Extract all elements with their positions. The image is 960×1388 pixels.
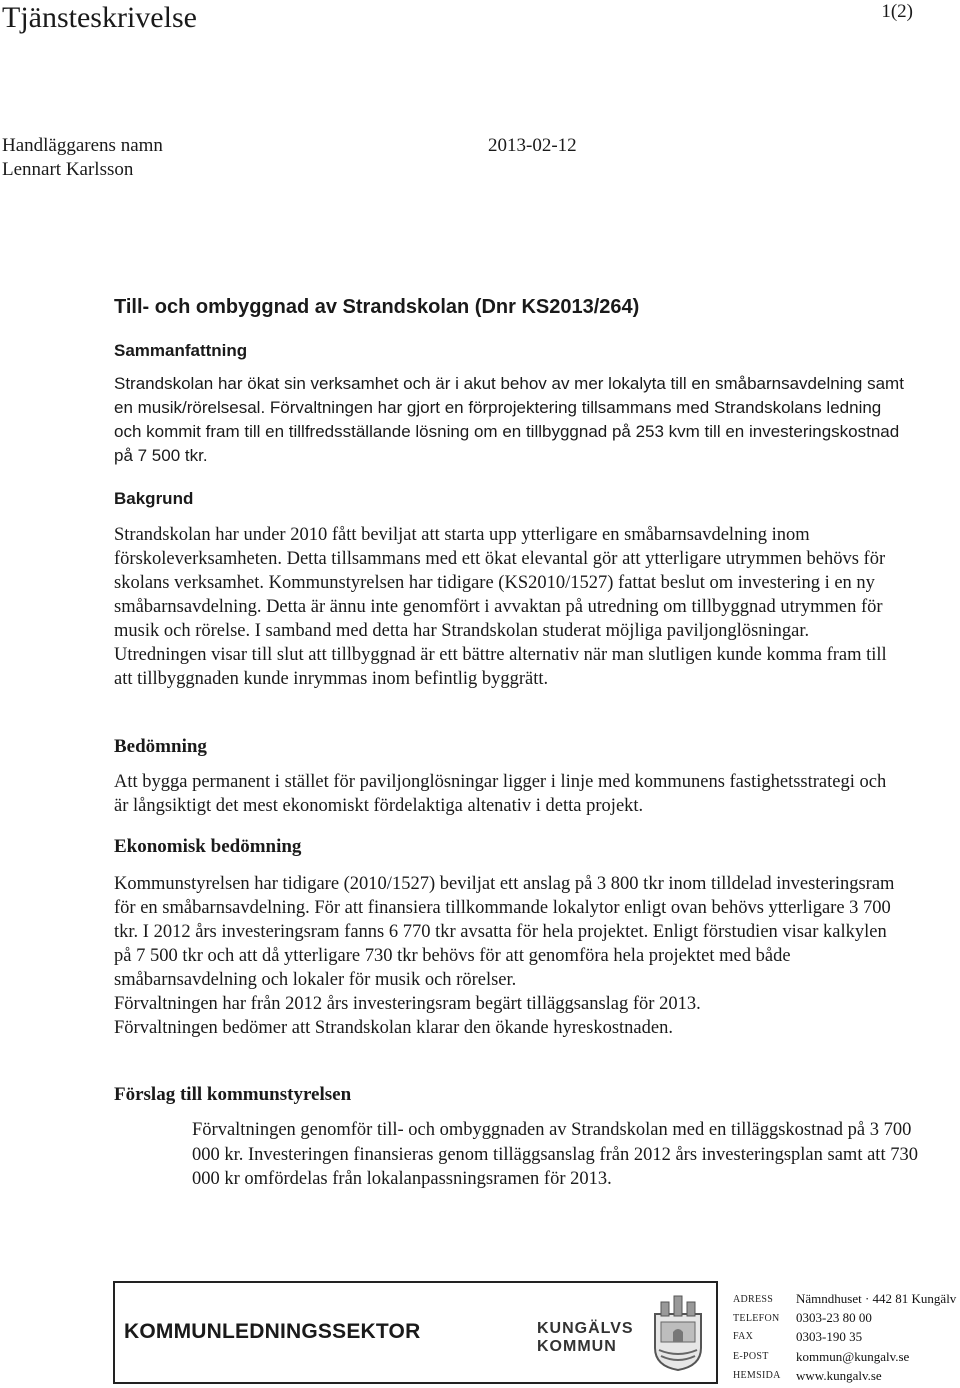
handler-label: Handläggarens namn bbox=[2, 135, 163, 156]
fax-value: 0303-190 35 bbox=[796, 1329, 863, 1344]
website-label: HEMSIDA bbox=[733, 1370, 781, 1381]
document-type-title: Tjänsteskrivelse bbox=[2, 1, 197, 34]
economic-heading: Ekonomisk bedömning bbox=[114, 836, 302, 857]
proposal-heading: Förslag till kommunstyrelsen bbox=[114, 1084, 352, 1105]
proposal-paragraph: Förvaltningen genomför till- och ombyggnaden av Strandskolan med en tilläggskostnad på 3 700 000 kr. Investeringen finansieras genom tilläggsanslag från 2012 års investeringsplan samt att 730 000 kr omfördelas från lokalanpassningsramen för 2013. bbox=[192, 1120, 918, 1189]
economic-paragraph-2: Förvaltningen har från 2012 års investeringsram begärt tilläggsanslag för 2013. bbox=[114, 994, 701, 1014]
address-value: Nämndhuset · 442 81 Kungälv bbox=[796, 1291, 957, 1306]
summary-heading: Sammanfattning bbox=[114, 341, 248, 360]
assessment-heading: Bedömning bbox=[114, 736, 207, 757]
assessment-paragraph: Att bygga permanent i stället för paviljonglösningar ligger i linje med kommunens fastighetsstrategi och är långsiktigt det mest ekonomiskt fördelaktiga altenativ i detta projekt. bbox=[114, 772, 887, 816]
document-date: 2013-02-12 bbox=[488, 135, 577, 156]
coat-of-arms-icon bbox=[649, 1292, 707, 1372]
handler-name: Lennart Karlsson bbox=[2, 159, 134, 180]
phone-value: 0303-23 80 00 bbox=[796, 1310, 872, 1325]
summary-paragraph: Strandskolan har ökat sin verksamhet och är i akut behov av mer lokalyta till en småbarnsavdelning samt en musik/rörelsesal. Förvaltningen har gjort en förprojektering tillsammans med Strandskolans ledning och kommit fram till en tillfredsställande lösning om en tillbyggnad på 253 kvm till en investeringskostnad på 7 500 tkr. bbox=[114, 374, 904, 465]
economic-paragraph-3: Förvaltningen bedömer att Strandskolan klarar den ökande hyreskostnaden. bbox=[114, 1018, 673, 1038]
page-number: 1(2) bbox=[881, 1, 913, 22]
address-label: ADRESS bbox=[733, 1294, 774, 1305]
economic-paragraph: Kommunstyrelsen har tidigare (2010/1527) beviljat ett anslag på 3 800 tkr inom tilldelad investeringsram för en småbarnsavdelning. För att finansiera tillkommande lokalytor enligt ovan behövs ytterligare 3 700 tkr. I 2012 års investeringsram fanns 6 770 tkr avsatta för hela projektet. Enligt förstudien visar kalkylen på 7 500 tkr och att då ytterligare 730 tkr behövs för att genomföra hela projektet med både småbarnsavdelning och lokaler för musik och rörelser. bbox=[114, 874, 895, 990]
fax-label: FAX bbox=[733, 1331, 754, 1342]
logo-line-2: KOMMUN bbox=[537, 1338, 617, 1355]
logo-line-1: KUNGÄLVS bbox=[537, 1320, 634, 1337]
phone-label: TELEFON bbox=[733, 1313, 780, 1324]
sector-name: KOMMUNLEDNINGSSEKTOR bbox=[124, 1320, 421, 1343]
background-heading: Bakgrund bbox=[114, 489, 194, 508]
document-title: Till- och ombyggnad av Strandskolan (Dnr KS2013/264) bbox=[114, 296, 640, 318]
background-paragraph: Strandskolan har under 2010 fått beviljat att starta upp ytterligare en småbarnsavdelning inom förskoleverksamheten. Detta tillsammans med ett ökat elevantal gör att ytterligare utrymmen behövs för skolans verksamhet. Kommunstyrelsen har tidigare (KS2010/1527) fattat beslut om investering i en ny småbarnsavdelning. Detta är ännu inte genomfört i avvaktan på utredning om tillbyggnad utrymmen för musik och rörelse. I samband med detta har Strandskolan studerat möjliga paviljonglösningar. Utredningen visar till slut att tillbyggnad är ett bättre alternativ när man slutligen kunde komma fram till att tillbyggnaden kunde inrymmas inom befintlig byggrätt. bbox=[114, 525, 887, 689]
website-value[interactable]: www.kungalv.se bbox=[796, 1368, 882, 1383]
municipality-logo bbox=[537, 1292, 707, 1374]
email-value[interactable]: kommun@kungalv.se bbox=[796, 1349, 910, 1364]
email-label: E-POST bbox=[733, 1351, 769, 1362]
